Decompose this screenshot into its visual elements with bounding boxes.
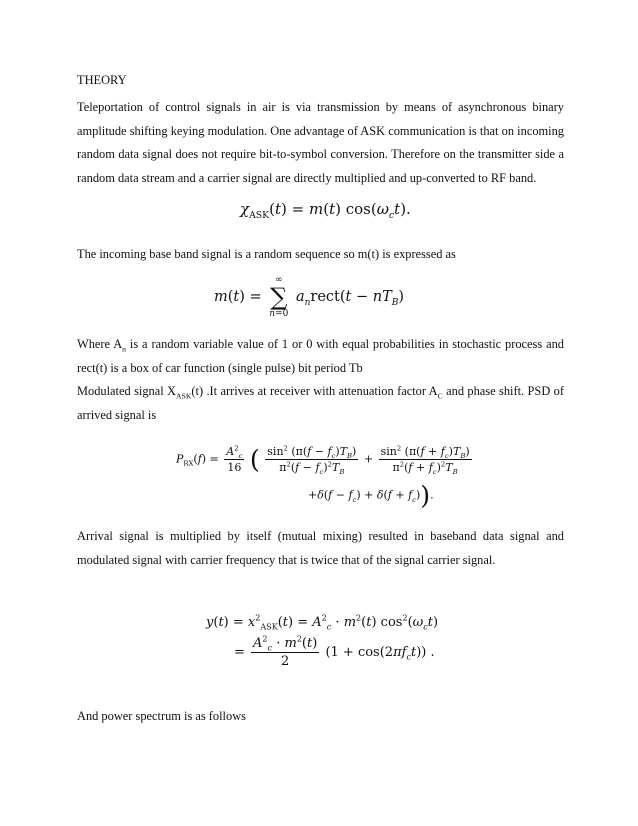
- subscript: n: [122, 344, 127, 354]
- equation-mixing-continuation: = $\frac{A^2_c \cdot m^2(t)}{2}$ $(1 + \cos(2\pi f_ct))$ .: [234, 634, 435, 669]
- equation-ask-signal: $\chi_{ASK}(t) = m(t)$ $\cos(\omega_ct)$.: [240, 200, 411, 221]
- paragraph-arrival: Arrival signal is multiplied by itself (mutual mixing) resulted in baseband data signal and modulated signal with carrier frequency that is twice that of the signal carrier signal.: [77, 529, 564, 567]
- paragraph-power-spectrum: And power spectrum is as follows: [77, 709, 246, 723]
- paragraph-intro: Teleportation of control signals in air is via transmission by means of asynchronous binary amplitude shifting keying modulation. One advantage of ASK communication is that on incoming random data signal does not require bit-to-symbol conversion. Therefore on the transmitter side a random data stream and a carrier signal are directly multiplied and up-converted to RF band.: [77, 100, 564, 185]
- paragraph-modulated: [77, 380, 564, 427]
- subscript: ASK: [176, 391, 192, 401]
- paragraph-random-variable: [77, 333, 564, 380]
- subscript: C: [437, 391, 443, 401]
- text-fragment: Where A: [77, 337, 123, 351]
- text-fragment: Modulated signal X: [77, 384, 177, 398]
- equation-mixing: $y(t) = x^2_{ASK}(t) = A^2_c \cdot m^2(t)$ $\cos^2(\omega_ct)$: [206, 613, 439, 632]
- equation-psd-continuation: $+\delta(f - f_c) + \delta(f + f_c)$).: [308, 481, 434, 510]
- equation-psd: $P_{RX}(f)$ = $\frac{A^2_c}{16}$ ( $\frac{\sin^2 (\pi(f - f_c)T_B)}{\pi^2(f - f_c)^2T_B}$ + $\frac{\sin^2 (\pi(f + f_c)T_B)}{\pi^2(f + f_c)^2T_B}$: [176, 444, 470, 477]
- text-fragment: and phase shift. PSD of arrived signal is: [77, 384, 564, 422]
- text-fragment: is a random variable value of 1 or 0 with equal probabilities in stochastic process and rect(t) is a box of car function (single pulse) bit period Tb: [77, 337, 564, 375]
- text-fragment: (t) .It arrives at receiver with attenuation factor A: [191, 384, 438, 398]
- paragraph-baseband: The incoming base band signal is a random sequence so m(t) is expressed as: [77, 247, 456, 261]
- equation-message-sum: m(t) = ∞ ∑ n=0 $a_nrect(t - nT_B)$: [214, 275, 405, 319]
- section-heading: THEORY: [77, 73, 127, 87]
